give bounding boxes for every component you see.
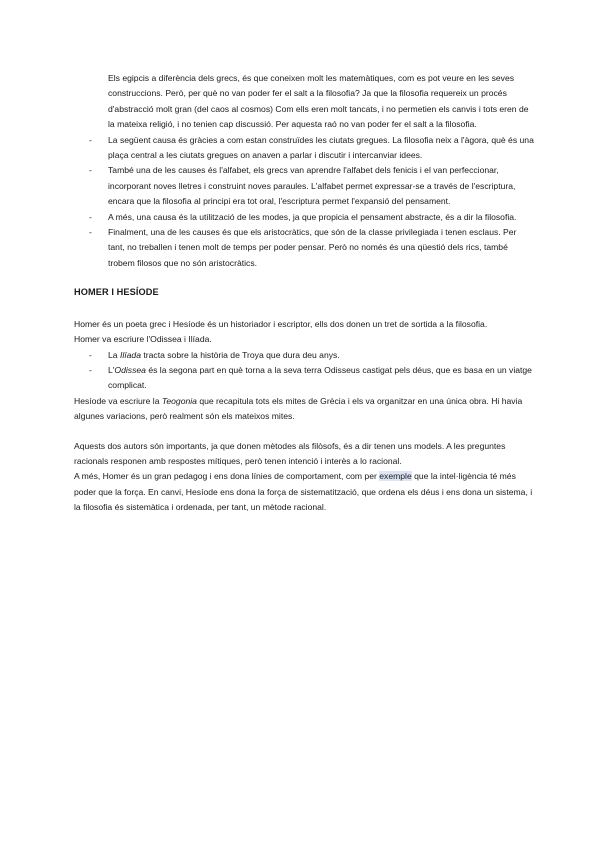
paragraph-pedagogy [74,469,534,515]
text-post: que recapitula tots els mites de Grècia i els va organitzar en una única obra. Hi havia algunes variacions, però realment són els mateixos mites. [74,395,523,422]
document-body [74,71,534,516]
work-title: Odissea [114,364,146,375]
text-pre: A més, Homer és un gran pedagog i ens dona línies de comportament, com per [74,471,380,482]
list-item-text: A més, una causa és la utilització de les modes, ja que propicia el pensament abstracte, és a dir la filosofia. [108,211,517,222]
paragraph-homer-works: Homer va escriure l'Odissea i Ilíada. [74,334,212,345]
list-item [74,225,534,271]
dash-bullet: - [89,211,92,222]
list-item [74,133,534,164]
paragraph-importance: Aquests dos autors són importants, ja que donen mètodes als filòsofs, és a dir tenen uns models. A les preguntes racionals responen amb respostes mítiques, però tenen intenció i interès a lo racional. [74,440,506,466]
list-item [74,363,534,394]
list-item [74,348,534,363]
list-item [74,210,534,225]
work-pre: La [108,349,120,360]
dash-bullet: - [89,364,92,375]
text-post: que la intel·ligència té més poder que la força. En canvi, Hesíode ens dona la força de sistematització, que ordena els déus i ens dona un sistema, i la filosofia és sistemàtica i ordenada, per tant, un mètode racional. [74,471,533,513]
work-post: tracta sobre la història de Troya que dura deu anys. [140,349,340,360]
dash-bullet: - [89,165,92,176]
list-item-text: La següent causa és gràcies a com estan construïdes les ciutats gregues. La filosofia neix a l'àgora, què és una plaça central a les ciutats gregues on anaven a parlar i discutir i intercanviar idees. [108,134,534,161]
dash-bullet: - [89,349,92,360]
list-item-text: Finalment, una de les causes és que els aristocràtics, que són de la classe privilegiada i tenen esclaus. Per tant, no treballen i tenen molt de temps per poder pensar. Però no només és una qüestió dels rics, també trobem filosos que no són aristocràtics. [108,227,517,268]
works-list [74,348,534,394]
work-title: Teogonia [161,395,197,406]
causes-list [74,133,534,272]
dash-bullet: - [89,134,92,145]
text-pre: Hesíode va escriure la [74,395,162,406]
dash-bullet: - [89,227,92,238]
intro-paragraph: Els egipcis a diferència dels grecs, és que coneixen molt les matemàtiques, com es pot veure en les seves construccions. Però, per què no van poder fer el salt a la filosofia? Ja que la filosofia requereix un procés d'abstracció molt gran (del caos al cosmos) Com ells eren molt tancats, i no permetien els canvis i tots eren de la mateixa religió, i no tenien cap discussió. Per aquesta raó no van poder fer el salt a la filosofia. [108,73,529,130]
text-selection-highlight[interactable]: exemple [379,471,412,482]
work-title: Ilíada [119,349,141,360]
list-item-text: També una de les causes és l'alfabet, els grecs van aprendre l'alfabet dels fenicis i el van perfeccionar, incorporant noves lletres i construint noves paraules. L'alfabet permet expressar-se a través de l'escriptura, encara que la filosofia al principi era tot oral, l'escriptura permet l'expansió del pensament. [108,165,516,207]
work-pre: L' [108,364,115,375]
section-heading: HOMER I HESÍODE [74,287,159,298]
work-post: és la segona part en què torna a la seva terra Odisseus castigat pels déus, que es basa en un viatge complicat. [108,364,532,391]
list-item [74,163,534,209]
paragraph-homer-hesiode: Homer és un poeta grec i Hesíode és un historiador i escriptor, ells dos donen un tret de sortida a la filosofia. [74,318,488,329]
paragraph-teogonia [74,394,534,425]
